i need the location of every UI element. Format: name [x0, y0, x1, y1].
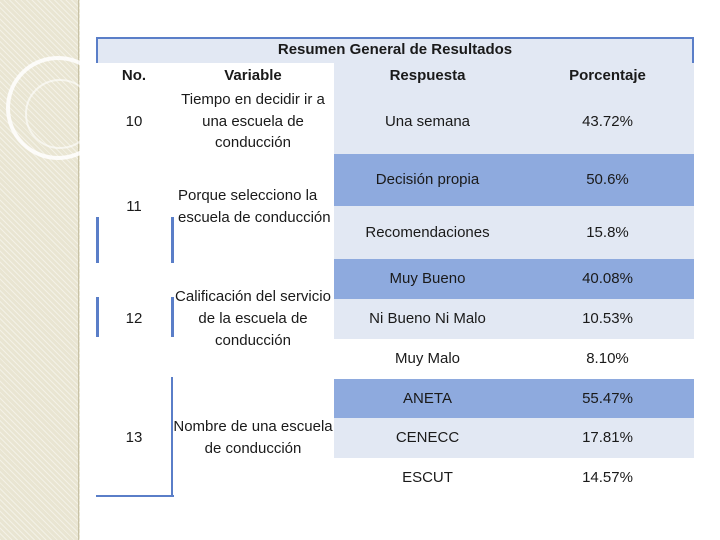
porcentaje-cell: 50.6% [521, 154, 694, 206]
variable-cell: Tiempo en decidir ir a una escuela de conducción [172, 89, 334, 154]
porcentaje-cell: 14.57% [521, 458, 694, 497]
table-border-right [692, 37, 694, 63]
row-divider [96, 297, 99, 337]
respuesta-cell: Ni Bueno Ni Malo [334, 299, 521, 339]
table-title: Resumen General de Resultados [96, 37, 694, 63]
respuesta-cell: CENECC [334, 418, 521, 458]
decorative-circles [0, 0, 80, 200]
row-number: 10 [96, 89, 172, 154]
variable-cell: Porque selecciono la escuela de conducción [172, 154, 334, 259]
header-no: No. [96, 63, 172, 89]
header-porcentaje: Porcentaje [521, 63, 694, 89]
row-divider [171, 377, 173, 497]
header-variable: Variable [172, 63, 334, 89]
respuesta-cell: Muy Bueno [334, 259, 521, 299]
row-number: 12 [96, 259, 172, 379]
respuesta-cell: ANETA [334, 379, 521, 418]
respuesta-cell: Decisión propia [334, 154, 521, 206]
row-divider [171, 217, 174, 263]
porcentaje-cell: 15.8% [521, 206, 694, 259]
row-divider [96, 217, 99, 263]
respuesta-cell: Una semana [334, 89, 521, 154]
porcentaje-cell: 40.08% [521, 259, 694, 299]
variable-cell: Nombre de una escuela de conducción [172, 379, 334, 497]
results-table [96, 37, 694, 497]
porcentaje-cell: 55.47% [521, 379, 694, 418]
porcentaje-cell: 43.72% [521, 89, 694, 154]
porcentaje-cell: 10.53% [521, 299, 694, 339]
row-number: 11 [96, 154, 172, 259]
variable-cell: Calificación del servicio de la escuela de conducción [172, 259, 334, 379]
table-border-left [96, 37, 98, 63]
porcentaje-cell: 17.81% [521, 418, 694, 458]
porcentaje-cell: 8.10% [521, 339, 694, 379]
respuesta-cell: ESCUT [334, 458, 521, 497]
row-divider [171, 297, 174, 337]
header-respuesta: Respuesta [334, 63, 521, 89]
respuesta-cell: Recomendaciones [334, 206, 521, 259]
table-border-bottom [96, 495, 174, 497]
table-border-top [96, 37, 694, 39]
row-number: 13 [96, 379, 172, 497]
respuesta-cell: Muy Malo [334, 339, 521, 379]
